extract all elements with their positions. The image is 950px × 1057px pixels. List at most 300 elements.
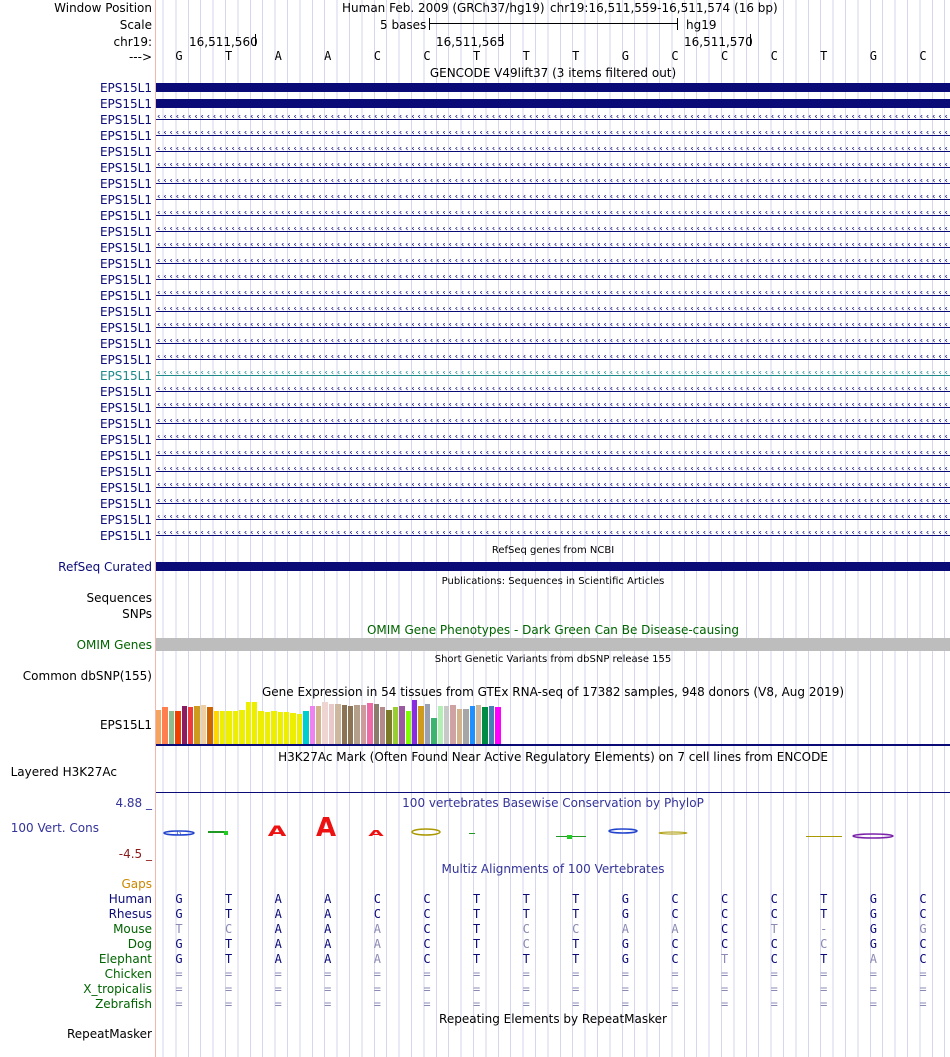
omim-track-title: OMIM Gene Phenotypes - Dark Green Can Be Disease-causing: [366, 623, 740, 637]
gtex-tissue-bar[interactable]: [450, 705, 455, 744]
gencode-transcript-label[interactable]: EPS15L1: [99, 209, 152, 223]
aligned-base: T: [572, 907, 580, 921]
strand-arrows: ‹ ‹ ‹ ‹ ‹ ‹ ‹ ‹ ‹ ‹ ‹ ‹ ‹ ‹ ‹ ‹ ‹ ‹ ‹ ‹ ‹ ‹ ‹ ‹ ‹ ‹ ‹ ‹ ‹ ‹ ‹ ‹ ‹ ‹ ‹ ‹ ‹ ‹ ‹ ‹ ‹ ‹ ‹ ‹ ‹ ‹ ‹ ‹ ‹ ‹ ‹ ‹ ‹ ‹ ‹ ‹ ‹ ‹ ‹ ‹ ‹ ‹ ‹ ‹ ‹ ‹ ‹ ‹ ‹ ‹ ‹ ‹ ‹ ‹ ‹ ‹ ‹ ‹ ‹ ‹ ‹ ‹ ‹ ‹ ‹ ‹ ‹ ‹ ‹ ‹ ‹ ‹ ‹ ‹ ‹ ‹ ‹ ‹ ‹ ‹ ‹ ‹ ‹ ‹ ‹ ‹ ‹ ‹ ‹ ‹ ‹ ‹ ‹ ‹ ‹ ‹ ‹ ‹ ‹ ‹ ‹ ‹ ‹ ‹ ‹ ‹ ‹ ‹: [157, 467, 948, 474]
gencode-transcript-label[interactable]: EPS15L1: [99, 353, 152, 367]
gtex-tissue-bar[interactable]: [239, 710, 244, 744]
reference-base: T: [572, 49, 580, 63]
aligned-base: =: [572, 967, 580, 981]
gtex-tissue-bar[interactable]: [354, 705, 359, 744]
aligned-base: T: [522, 952, 530, 966]
aligned-base: =: [770, 997, 778, 1011]
aligned-base: =: [671, 982, 679, 996]
aligned-base: G: [621, 907, 629, 921]
gencode-transcript-label[interactable]: EPS15L1: [99, 241, 152, 255]
scale-text: 5 bases: [380, 18, 427, 32]
gtex-tissue-bar[interactable]: [463, 709, 468, 744]
aligned-base: =: [671, 997, 679, 1011]
reference-base: T: [472, 49, 481, 63]
cons-mark-t: [556, 835, 586, 839]
gencode-transcript-label[interactable]: EPS15L1: [99, 113, 152, 127]
gtex-tissue-bar[interactable]: [169, 711, 174, 744]
gtex-track-title: Gene Expression in 54 tissues from GTEx RNA-seq of 17382 samples, 948 donors (V8, Aug 2019): [261, 685, 845, 699]
species-label[interactable]: X_tropicalis: [83, 982, 152, 996]
aligned-base: C: [720, 922, 729, 936]
gtex-tissue-bar[interactable]: [367, 703, 372, 744]
aligned-base: =: [869, 997, 877, 1011]
gencode-transcript-label[interactable]: EPS15L1: [99, 417, 152, 431]
ruler-tick-label: 16,511,570: [684, 35, 753, 49]
aligned-base: =: [770, 967, 778, 981]
gtex-tissue-bar[interactable]: [207, 707, 212, 744]
aligned-base: =: [224, 997, 233, 1011]
cons-max-label: 4.88 _: [115, 796, 152, 810]
ruler-tick-label: 16,511,565: [436, 35, 505, 49]
aligned-base: =: [522, 967, 530, 981]
strand-arrows: ‹ ‹ ‹ ‹ ‹ ‹ ‹ ‹ ‹ ‹ ‹ ‹ ‹ ‹ ‹ ‹ ‹ ‹ ‹ ‹ ‹ ‹ ‹ ‹ ‹ ‹ ‹ ‹ ‹ ‹ ‹ ‹ ‹ ‹ ‹ ‹ ‹ ‹ ‹ ‹ ‹ ‹ ‹ ‹ ‹ ‹ ‹ ‹ ‹ ‹ ‹ ‹ ‹ ‹ ‹ ‹ ‹ ‹ ‹ ‹ ‹ ‹ ‹ ‹ ‹ ‹ ‹ ‹ ‹ ‹ ‹ ‹ ‹ ‹ ‹ ‹ ‹ ‹ ‹ ‹ ‹ ‹ ‹ ‹ ‹ ‹ ‹ ‹ ‹ ‹ ‹ ‹ ‹ ‹ ‹ ‹ ‹ ‹ ‹ ‹ ‹ ‹ ‹ ‹ ‹ ‹ ‹ ‹ ‹ ‹ ‹ ‹ ‹ ‹ ‹ ‹ ‹ ‹ ‹ ‹ ‹ ‹ ‹ ‹ ‹ ‹ ‹ ‹: [157, 131, 948, 138]
aligned-base: C: [820, 937, 828, 951]
aligned-base: T: [770, 922, 778, 936]
species-label[interactable]: Rhesus: [108, 907, 152, 921]
gencode-transcript-label[interactable]: EPS15L1: [99, 385, 152, 399]
strand-arrows: ‹ ‹ ‹ ‹ ‹ ‹ ‹ ‹ ‹ ‹ ‹ ‹ ‹ ‹ ‹ ‹ ‹ ‹ ‹ ‹ ‹ ‹ ‹ ‹ ‹ ‹ ‹ ‹ ‹ ‹ ‹ ‹ ‹ ‹ ‹ ‹ ‹ ‹ ‹ ‹ ‹ ‹ ‹ ‹ ‹ ‹ ‹ ‹ ‹ ‹ ‹ ‹ ‹ ‹ ‹ ‹ ‹ ‹ ‹ ‹ ‹ ‹ ‹ ‹ ‹ ‹ ‹ ‹ ‹ ‹ ‹ ‹ ‹ ‹ ‹ ‹ ‹ ‹ ‹ ‹ ‹ ‹ ‹ ‹ ‹ ‹ ‹ ‹ ‹ ‹ ‹ ‹ ‹ ‹ ‹ ‹ ‹ ‹ ‹ ‹ ‹ ‹ ‹ ‹ ‹ ‹ ‹ ‹ ‹ ‹ ‹ ‹ ‹ ‹ ‹ ‹ ‹ ‹ ‹ ‹ ‹ ‹ ‹ ‹ ‹ ‹ ‹ ‹: [157, 147, 948, 154]
aligned-base: =: [522, 997, 530, 1011]
h3k27ac-track-label[interactable]: Layered H3K27Ac: [10, 765, 117, 779]
strand-arrows: ‹ ‹ ‹ ‹ ‹ ‹ ‹ ‹ ‹ ‹ ‹ ‹ ‹ ‹ ‹ ‹ ‹ ‹ ‹ ‹ ‹ ‹ ‹ ‹ ‹ ‹ ‹ ‹ ‹ ‹ ‹ ‹ ‹ ‹ ‹ ‹ ‹ ‹ ‹ ‹ ‹ ‹ ‹ ‹ ‹ ‹ ‹ ‹ ‹ ‹ ‹ ‹ ‹ ‹ ‹ ‹ ‹ ‹ ‹ ‹ ‹ ‹ ‹ ‹ ‹ ‹ ‹ ‹ ‹ ‹ ‹ ‹ ‹ ‹ ‹ ‹ ‹ ‹ ‹ ‹ ‹ ‹ ‹ ‹ ‹ ‹ ‹ ‹ ‹ ‹ ‹ ‹ ‹ ‹ ‹ ‹ ‹ ‹ ‹ ‹ ‹ ‹ ‹ ‹ ‹ ‹ ‹ ‹ ‹ ‹ ‹ ‹ ‹ ‹ ‹ ‹ ‹ ‹ ‹ ‹ ‹ ‹ ‹ ‹ ‹ ‹ ‹ ‹: [157, 195, 948, 202]
aligned-base: G: [621, 892, 629, 906]
aligned-base: C: [373, 907, 381, 921]
gtex-tissue-bar[interactable]: [412, 700, 417, 744]
strand-arrows: ‹ ‹ ‹ ‹ ‹ ‹ ‹ ‹ ‹ ‹ ‹ ‹ ‹ ‹ ‹ ‹ ‹ ‹ ‹ ‹ ‹ ‹ ‹ ‹ ‹ ‹ ‹ ‹ ‹ ‹ ‹ ‹ ‹ ‹ ‹ ‹ ‹ ‹ ‹ ‹ ‹ ‹ ‹ ‹ ‹ ‹ ‹ ‹ ‹ ‹ ‹ ‹ ‹ ‹ ‹ ‹ ‹ ‹ ‹ ‹ ‹ ‹ ‹ ‹ ‹ ‹ ‹ ‹ ‹ ‹ ‹ ‹ ‹ ‹ ‹ ‹ ‹ ‹ ‹ ‹ ‹ ‹ ‹ ‹ ‹ ‹ ‹ ‹ ‹ ‹ ‹ ‹ ‹ ‹ ‹ ‹ ‹ ‹ ‹ ‹ ‹ ‹ ‹ ‹ ‹ ‹ ‹ ‹ ‹ ‹ ‹ ‹ ‹ ‹ ‹ ‹ ‹ ‹ ‹ ‹ ‹ ‹ ‹ ‹ ‹ ‹ ‹ ‹: [157, 435, 948, 442]
track-data-area[interactable]: [156, 0, 950, 1057]
gencode-transcript-label[interactable]: EPS15L1: [99, 177, 152, 191]
strand-arrows: ‹ ‹ ‹ ‹ ‹ ‹ ‹ ‹ ‹ ‹ ‹ ‹ ‹ ‹ ‹ ‹ ‹ ‹ ‹ ‹ ‹ ‹ ‹ ‹ ‹ ‹ ‹ ‹ ‹ ‹ ‹ ‹ ‹ ‹ ‹ ‹ ‹ ‹ ‹ ‹ ‹ ‹ ‹ ‹ ‹ ‹ ‹ ‹ ‹ ‹ ‹ ‹ ‹ ‹ ‹ ‹ ‹ ‹ ‹ ‹ ‹ ‹ ‹ ‹ ‹ ‹ ‹ ‹ ‹ ‹ ‹ ‹ ‹ ‹ ‹ ‹ ‹ ‹ ‹ ‹ ‹ ‹ ‹ ‹ ‹ ‹ ‹ ‹ ‹ ‹ ‹ ‹ ‹ ‹ ‹ ‹ ‹ ‹ ‹ ‹ ‹ ‹ ‹ ‹ ‹ ‹ ‹ ‹ ‹ ‹ ‹ ‹ ‹ ‹ ‹ ‹ ‹ ‹ ‹ ‹ ‹ ‹ ‹ ‹ ‹ ‹ ‹ ‹: [157, 163, 948, 170]
gtex-tissue-bar[interactable]: [258, 711, 263, 744]
dbsnp-track-title: Short Genetic Variants from dbSNP release 155: [434, 654, 672, 665]
aligned-base: =: [869, 967, 877, 981]
h3k27ac-divider: [156, 792, 950, 793]
aligned-base: C: [720, 892, 729, 906]
aligned-base: G: [869, 907, 877, 921]
aligned-base: -: [820, 922, 828, 936]
strand-arrows: ‹ ‹ ‹ ‹ ‹ ‹ ‹ ‹ ‹ ‹ ‹ ‹ ‹ ‹ ‹ ‹ ‹ ‹ ‹ ‹ ‹ ‹ ‹ ‹ ‹ ‹ ‹ ‹ ‹ ‹ ‹ ‹ ‹ ‹ ‹ ‹ ‹ ‹ ‹ ‹ ‹ ‹ ‹ ‹ ‹ ‹ ‹ ‹ ‹ ‹ ‹ ‹ ‹ ‹ ‹ ‹ ‹ ‹ ‹ ‹ ‹ ‹ ‹ ‹ ‹ ‹ ‹ ‹ ‹ ‹ ‹ ‹ ‹ ‹ ‹ ‹ ‹ ‹ ‹ ‹ ‹ ‹ ‹ ‹ ‹ ‹ ‹ ‹ ‹ ‹ ‹ ‹ ‹ ‹ ‹ ‹ ‹ ‹ ‹ ‹ ‹ ‹ ‹ ‹ ‹ ‹ ‹ ‹ ‹ ‹ ‹ ‹ ‹ ‹ ‹ ‹ ‹ ‹ ‹ ‹ ‹ ‹ ‹ ‹ ‹ ‹ ‹ ‹: [157, 259, 948, 266]
aligned-base: T: [820, 892, 828, 906]
multiz-track-title: Multiz Alignments of 100 Vertebrates: [441, 862, 665, 876]
aligned-base: C: [572, 922, 580, 936]
aligned-base: A: [671, 922, 679, 936]
aligned-base: =: [423, 982, 431, 996]
gtex-tissue-bar[interactable]: [489, 706, 494, 744]
aligned-base: =: [274, 982, 282, 996]
strand-arrows: ‹ ‹ ‹ ‹ ‹ ‹ ‹ ‹ ‹ ‹ ‹ ‹ ‹ ‹ ‹ ‹ ‹ ‹ ‹ ‹ ‹ ‹ ‹ ‹ ‹ ‹ ‹ ‹ ‹ ‹ ‹ ‹ ‹ ‹ ‹ ‹ ‹ ‹ ‹ ‹ ‹ ‹ ‹ ‹ ‹ ‹ ‹ ‹ ‹ ‹ ‹ ‹ ‹ ‹ ‹ ‹ ‹ ‹ ‹ ‹ ‹ ‹ ‹ ‹ ‹ ‹ ‹ ‹ ‹ ‹ ‹ ‹ ‹ ‹ ‹ ‹ ‹ ‹ ‹ ‹ ‹ ‹ ‹ ‹ ‹ ‹ ‹ ‹ ‹ ‹ ‹ ‹ ‹ ‹ ‹ ‹ ‹ ‹ ‹ ‹ ‹ ‹ ‹ ‹ ‹ ‹ ‹ ‹ ‹ ‹ ‹ ‹ ‹ ‹ ‹ ‹ ‹ ‹ ‹ ‹ ‹ ‹ ‹ ‹ ‹ ‹ ‹ ‹: [157, 403, 948, 410]
gencode-transcript-label[interactable]: EPS15L1: [99, 257, 152, 271]
aligned-base: G: [919, 922, 927, 936]
aligned-base: T: [472, 892, 481, 906]
aligned-base: G: [621, 937, 629, 951]
aligned-base: G: [175, 892, 183, 906]
aligned-base: =: [720, 982, 729, 996]
aligned-base: C: [423, 922, 431, 936]
aligned-base: =: [224, 967, 233, 981]
reference-base: T: [224, 49, 233, 63]
aligned-base: =: [919, 982, 927, 996]
aligned-base: C: [373, 892, 381, 906]
aligned-base: A: [373, 937, 381, 951]
gtex-tissue-bar[interactable]: [297, 714, 302, 744]
gtex-tissue-bar[interactable]: [278, 712, 283, 744]
gencode-transcript-label[interactable]: EPS15L1: [99, 273, 152, 287]
gencode-transcript-label[interactable]: EPS15L1: [99, 497, 152, 511]
gtex-bar-chart[interactable]: [156, 700, 536, 744]
gencode-transcript-label[interactable]: EPS15L1: [99, 161, 152, 175]
aligned-base: C: [522, 922, 530, 936]
cons-mark-c: [806, 836, 842, 837]
gtex-tissue-bar[interactable]: [246, 702, 251, 744]
aligned-base: C: [720, 937, 729, 951]
aligned-base: C: [770, 907, 778, 921]
aligned-base: =: [373, 982, 381, 996]
aligned-base: C: [919, 892, 927, 906]
aligned-base: C: [423, 937, 431, 951]
ruler-tick: [502, 34, 503, 46]
strand-arrows: ‹ ‹ ‹ ‹ ‹ ‹ ‹ ‹ ‹ ‹ ‹ ‹ ‹ ‹ ‹ ‹ ‹ ‹ ‹ ‹ ‹ ‹ ‹ ‹ ‹ ‹ ‹ ‹ ‹ ‹ ‹ ‹ ‹ ‹ ‹ ‹ ‹ ‹ ‹ ‹ ‹ ‹ ‹ ‹ ‹ ‹ ‹ ‹ ‹ ‹ ‹ ‹ ‹ ‹ ‹ ‹ ‹ ‹ ‹ ‹ ‹ ‹ ‹ ‹ ‹ ‹ ‹ ‹ ‹ ‹ ‹ ‹ ‹ ‹ ‹ ‹ ‹ ‹ ‹ ‹ ‹ ‹ ‹ ‹ ‹ ‹ ‹ ‹ ‹ ‹ ‹ ‹ ‹ ‹ ‹ ‹ ‹ ‹ ‹ ‹ ‹ ‹ ‹ ‹ ‹ ‹ ‹ ‹ ‹ ‹ ‹ ‹ ‹ ‹ ‹ ‹ ‹ ‹ ‹ ‹ ‹ ‹ ‹ ‹ ‹ ‹ ‹ ‹: [157, 499, 948, 506]
reference-base: G: [621, 49, 629, 63]
gtex-tissue-bar[interactable]: [329, 704, 334, 744]
aligned-base: C: [919, 937, 927, 951]
h3k27ac-track-title: H3K27Ac Mark (Often Found Near Active Regulatory Elements) on 7 cell lines from ENCODE: [278, 750, 828, 764]
aligned-base: =: [720, 997, 729, 1011]
aligned-base: A: [373, 922, 381, 936]
gtex-baseline: [156, 744, 950, 746]
aligned-base: T: [820, 907, 828, 921]
aligned-base: A: [274, 922, 282, 936]
aligned-base: T: [224, 892, 233, 906]
gtex-tissue-bar[interactable]: [310, 706, 315, 744]
aligned-base: T: [522, 892, 530, 906]
gtex-tissue-bar[interactable]: [482, 707, 487, 744]
aligned-base: C: [770, 937, 778, 951]
reference-base: C: [919, 49, 927, 63]
aligned-base: C: [671, 907, 679, 921]
reference-base: T: [522, 49, 530, 63]
reference-base: C: [770, 49, 778, 63]
gtex-tissue-bar[interactable]: [303, 711, 308, 744]
gtex-tissue-bar[interactable]: [438, 706, 443, 744]
aligned-base: T: [224, 952, 233, 966]
aligned-base: G: [175, 937, 183, 951]
aligned-base: =: [522, 982, 530, 996]
aligned-base: =: [373, 997, 381, 1011]
aligned-base: T: [224, 907, 233, 921]
gencode-transcript-label[interactable]: EPS15L1: [99, 225, 152, 239]
gtex-tissue-bar[interactable]: [335, 704, 340, 744]
aligned-base: G: [621, 952, 629, 966]
gtex-tissue-bar[interactable]: [470, 706, 475, 744]
gtex-tissue-bar[interactable]: [214, 711, 219, 744]
chrom-label: chr19:: [113, 35, 152, 49]
gtex-tissue-bar[interactable]: [457, 709, 462, 744]
gtex-tissue-bar[interactable]: [271, 711, 276, 744]
gtex-tissue-bar[interactable]: [418, 706, 423, 744]
aligned-base: G: [869, 922, 877, 936]
gencode-transcript-label[interactable]: EPS15L1: [99, 337, 152, 351]
aligned-base: =: [472, 982, 481, 996]
cons-mark-g: [609, 829, 637, 833]
aligned-base: =: [472, 967, 481, 981]
aligned-base: =: [621, 967, 629, 981]
conservation-logo[interactable]: [156, 814, 950, 844]
aligned-base: C: [919, 952, 927, 966]
aligned-base: T: [820, 952, 828, 966]
strand-arrows: ‹ ‹ ‹ ‹ ‹ ‹ ‹ ‹ ‹ ‹ ‹ ‹ ‹ ‹ ‹ ‹ ‹ ‹ ‹ ‹ ‹ ‹ ‹ ‹ ‹ ‹ ‹ ‹ ‹ ‹ ‹ ‹ ‹ ‹ ‹ ‹ ‹ ‹ ‹ ‹ ‹ ‹ ‹ ‹ ‹ ‹ ‹ ‹ ‹ ‹ ‹ ‹ ‹ ‹ ‹ ‹ ‹ ‹ ‹ ‹ ‹ ‹ ‹ ‹ ‹ ‹ ‹ ‹ ‹ ‹ ‹ ‹ ‹ ‹ ‹ ‹ ‹ ‹ ‹ ‹ ‹ ‹ ‹ ‹ ‹ ‹ ‹ ‹ ‹ ‹ ‹ ‹ ‹ ‹ ‹ ‹ ‹ ‹ ‹ ‹ ‹ ‹ ‹ ‹ ‹ ‹ ‹ ‹ ‹ ‹ ‹ ‹ ‹ ‹ ‹ ‹ ‹ ‹ ‹ ‹ ‹ ‹ ‹ ‹ ‹ ‹ ‹ ‹: [157, 451, 948, 458]
aligned-base: C: [671, 952, 679, 966]
aligned-base: =: [770, 982, 778, 996]
aligned-base: =: [224, 982, 233, 996]
ruler-tick-label: 16,511,560: [189, 35, 258, 49]
gencode-transcript-label[interactable]: EPS15L1: [99, 145, 152, 159]
gtex-tissue-bar[interactable]: [284, 712, 289, 744]
gtex-tissue-bar[interactable]: [226, 711, 231, 744]
gencode-transcript-label[interactable]: EPS15L1: [99, 513, 152, 527]
aligned-base: C: [224, 922, 233, 936]
species-label[interactable]: Dog: [127, 937, 152, 951]
aligned-base: T: [522, 907, 530, 921]
strand-arrows: ‹ ‹ ‹ ‹ ‹ ‹ ‹ ‹ ‹ ‹ ‹ ‹ ‹ ‹ ‹ ‹ ‹ ‹ ‹ ‹ ‹ ‹ ‹ ‹ ‹ ‹ ‹ ‹ ‹ ‹ ‹ ‹ ‹ ‹ ‹ ‹ ‹ ‹ ‹ ‹ ‹ ‹ ‹ ‹ ‹ ‹ ‹ ‹ ‹ ‹ ‹ ‹ ‹ ‹ ‹ ‹ ‹ ‹ ‹ ‹ ‹ ‹ ‹ ‹ ‹ ‹ ‹ ‹ ‹ ‹ ‹ ‹ ‹ ‹ ‹ ‹ ‹ ‹ ‹ ‹ ‹ ‹ ‹ ‹ ‹ ‹ ‹ ‹ ‹ ‹ ‹ ‹ ‹ ‹ ‹ ‹ ‹ ‹ ‹ ‹ ‹ ‹ ‹ ‹ ‹ ‹ ‹ ‹ ‹ ‹ ‹ ‹ ‹ ‹ ‹ ‹ ‹ ‹ ‹ ‹ ‹ ‹ ‹ ‹ ‹ ‹ ‹ ‹: [157, 419, 948, 426]
aligned-base: =: [423, 967, 431, 981]
reference-base: A: [274, 49, 282, 63]
gtex-tissue-bar[interactable]: [201, 705, 206, 744]
cons-mark-t: [469, 833, 475, 834]
aligned-base: C: [770, 892, 778, 906]
assembly-label: Human Feb. 2009 (GRCh37/hg19): [342, 1, 545, 15]
aligned-base: T: [175, 922, 183, 936]
reference-base: G: [869, 49, 877, 63]
gtex-track-label[interactable]: EPS15L1: [99, 718, 152, 732]
strand-arrows: ‹ ‹ ‹ ‹ ‹ ‹ ‹ ‹ ‹ ‹ ‹ ‹ ‹ ‹ ‹ ‹ ‹ ‹ ‹ ‹ ‹ ‹ ‹ ‹ ‹ ‹ ‹ ‹ ‹ ‹ ‹ ‹ ‹ ‹ ‹ ‹ ‹ ‹ ‹ ‹ ‹ ‹ ‹ ‹ ‹ ‹ ‹ ‹ ‹ ‹ ‹ ‹ ‹ ‹ ‹ ‹ ‹ ‹ ‹ ‹ ‹ ‹ ‹ ‹ ‹ ‹ ‹ ‹ ‹ ‹ ‹ ‹ ‹ ‹ ‹ ‹ ‹ ‹ ‹ ‹ ‹ ‹ ‹ ‹ ‹ ‹ ‹ ‹ ‹ ‹ ‹ ‹ ‹ ‹ ‹ ‹ ‹ ‹ ‹ ‹ ‹ ‹ ‹ ‹ ‹ ‹ ‹ ‹ ‹ ‹ ‹ ‹ ‹ ‹ ‹ ‹ ‹ ‹ ‹ ‹ ‹ ‹ ‹ ‹ ‹ ‹ ‹ ‹: [157, 483, 948, 490]
aligned-base: C: [522, 937, 530, 951]
aligned-base: =: [373, 967, 381, 981]
cons-mark-g: [853, 834, 893, 838]
aligned-base: C: [423, 952, 431, 966]
gtex-tissue-bar[interactable]: [290, 713, 295, 744]
position-label: chr19:16,511,559-16,511,574 (16 bp): [550, 1, 778, 15]
aligned-base: T: [720, 952, 729, 966]
aligned-base: A: [869, 952, 877, 966]
gtex-tissue-bar[interactable]: [476, 705, 481, 744]
reference-base: C: [373, 49, 381, 63]
aligned-base: G: [175, 952, 183, 966]
gencode-transcript-label[interactable]: EPS15L1: [99, 289, 152, 303]
gencode-transcript-label[interactable]: EPS15L1: [99, 529, 152, 543]
cons-track-label[interactable]: 100 Vert. Cons: [10, 821, 99, 835]
strand-arrows: ‹ ‹ ‹ ‹ ‹ ‹ ‹ ‹ ‹ ‹ ‹ ‹ ‹ ‹ ‹ ‹ ‹ ‹ ‹ ‹ ‹ ‹ ‹ ‹ ‹ ‹ ‹ ‹ ‹ ‹ ‹ ‹ ‹ ‹ ‹ ‹ ‹ ‹ ‹ ‹ ‹ ‹ ‹ ‹ ‹ ‹ ‹ ‹ ‹ ‹ ‹ ‹ ‹ ‹ ‹ ‹ ‹ ‹ ‹ ‹ ‹ ‹ ‹ ‹ ‹ ‹ ‹ ‹ ‹ ‹ ‹ ‹ ‹ ‹ ‹ ‹ ‹ ‹ ‹ ‹ ‹ ‹ ‹ ‹ ‹ ‹ ‹ ‹ ‹ ‹ ‹ ‹ ‹ ‹ ‹ ‹ ‹ ‹ ‹ ‹ ‹ ‹ ‹ ‹ ‹ ‹ ‹ ‹ ‹ ‹ ‹ ‹ ‹ ‹ ‹ ‹ ‹ ‹ ‹ ‹ ‹ ‹ ‹ ‹ ‹ ‹ ‹ ‹: [157, 227, 948, 234]
aligned-base: =: [621, 982, 629, 996]
aligned-base: =: [274, 997, 282, 1011]
gtex-tissue-bar[interactable]: [342, 705, 347, 744]
aligned-base: A: [324, 907, 332, 921]
cons-mark-a: A: [267, 822, 287, 840]
dbsnp-track-label[interactable]: Common dbSNP(155): [22, 669, 152, 683]
gtex-tissue-bar[interactable]: [348, 706, 353, 744]
aligned-base: A: [373, 952, 381, 966]
repeatmasker-track-title: Repeating Elements by RepeatMasker: [439, 1012, 667, 1026]
species-label[interactable]: Zebrafish: [95, 997, 152, 1011]
strand-arrows: ‹ ‹ ‹ ‹ ‹ ‹ ‹ ‹ ‹ ‹ ‹ ‹ ‹ ‹ ‹ ‹ ‹ ‹ ‹ ‹ ‹ ‹ ‹ ‹ ‹ ‹ ‹ ‹ ‹ ‹ ‹ ‹ ‹ ‹ ‹ ‹ ‹ ‹ ‹ ‹ ‹ ‹ ‹ ‹ ‹ ‹ ‹ ‹ ‹ ‹ ‹ ‹ ‹ ‹ ‹ ‹ ‹ ‹ ‹ ‹ ‹ ‹ ‹ ‹ ‹ ‹ ‹ ‹ ‹ ‹ ‹ ‹ ‹ ‹ ‹ ‹ ‹ ‹ ‹ ‹ ‹ ‹ ‹ ‹ ‹ ‹ ‹ ‹ ‹ ‹ ‹ ‹ ‹ ‹ ‹ ‹ ‹ ‹ ‹ ‹ ‹ ‹ ‹ ‹ ‹ ‹ ‹ ‹ ‹ ‹ ‹ ‹ ‹ ‹ ‹ ‹ ‹ ‹ ‹ ‹ ‹ ‹ ‹ ‹ ‹ ‹ ‹ ‹: [157, 243, 948, 250]
gencode-transcript-label[interactable]: EPS15L1: [99, 401, 152, 415]
gencode-transcript-exon[interactable]: [156, 99, 950, 108]
species-label[interactable]: Mouse: [113, 922, 152, 936]
gtex-tissue-bar[interactable]: [393, 707, 398, 744]
ruler-tick: [255, 34, 256, 46]
gencode-transcript-label[interactable]: EPS15L1: [99, 481, 152, 495]
gtex-tissue-bar[interactable]: [252, 702, 257, 744]
strand-arrows: ‹ ‹ ‹ ‹ ‹ ‹ ‹ ‹ ‹ ‹ ‹ ‹ ‹ ‹ ‹ ‹ ‹ ‹ ‹ ‹ ‹ ‹ ‹ ‹ ‹ ‹ ‹ ‹ ‹ ‹ ‹ ‹ ‹ ‹ ‹ ‹ ‹ ‹ ‹ ‹ ‹ ‹ ‹ ‹ ‹ ‹ ‹ ‹ ‹ ‹ ‹ ‹ ‹ ‹ ‹ ‹ ‹ ‹ ‹ ‹ ‹ ‹ ‹ ‹ ‹ ‹ ‹ ‹ ‹ ‹ ‹ ‹ ‹ ‹ ‹ ‹ ‹ ‹ ‹ ‹ ‹ ‹ ‹ ‹ ‹ ‹ ‹ ‹ ‹ ‹ ‹ ‹ ‹ ‹ ‹ ‹ ‹ ‹ ‹ ‹ ‹ ‹ ‹ ‹ ‹ ‹ ‹ ‹ ‹ ‹ ‹ ‹ ‹ ‹ ‹ ‹ ‹ ‹ ‹ ‹ ‹ ‹ ‹ ‹ ‹ ‹ ‹ ‹: [157, 307, 948, 314]
gtex-tissue-bar[interactable]: [444, 706, 449, 744]
aligned-base: =: [671, 967, 679, 981]
cons-min-label: -4.5 _: [118, 847, 152, 861]
gencode-transcript-label[interactable]: EPS15L1: [99, 305, 152, 319]
refseq-track-label[interactable]: RefSeq Curated: [58, 560, 152, 574]
aligned-base: =: [175, 967, 183, 981]
aligned-base: =: [869, 982, 877, 996]
aligned-base: A: [274, 892, 282, 906]
aligned-base: C: [919, 907, 927, 921]
aligned-base: T: [572, 892, 580, 906]
gencode-transcript-label[interactable]: EPS15L1: [99, 97, 152, 111]
aligned-base: =: [324, 967, 332, 981]
cons-mark-a: A: [315, 814, 337, 843]
aligned-base: A: [324, 937, 332, 951]
publications-track-label[interactable]: Sequences: [86, 591, 152, 605]
aligned-base: =: [274, 967, 282, 981]
reference-base: C: [671, 49, 679, 63]
strand-arrows: ‹ ‹ ‹ ‹ ‹ ‹ ‹ ‹ ‹ ‹ ‹ ‹ ‹ ‹ ‹ ‹ ‹ ‹ ‹ ‹ ‹ ‹ ‹ ‹ ‹ ‹ ‹ ‹ ‹ ‹ ‹ ‹ ‹ ‹ ‹ ‹ ‹ ‹ ‹ ‹ ‹ ‹ ‹ ‹ ‹ ‹ ‹ ‹ ‹ ‹ ‹ ‹ ‹ ‹ ‹ ‹ ‹ ‹ ‹ ‹ ‹ ‹ ‹ ‹ ‹ ‹ ‹ ‹ ‹ ‹ ‹ ‹ ‹ ‹ ‹ ‹ ‹ ‹ ‹ ‹ ‹ ‹ ‹ ‹ ‹ ‹ ‹ ‹ ‹ ‹ ‹ ‹ ‹ ‹ ‹ ‹ ‹ ‹ ‹ ‹ ‹ ‹ ‹ ‹ ‹ ‹ ‹ ‹ ‹ ‹ ‹ ‹ ‹ ‹ ‹ ‹ ‹ ‹ ‹ ‹ ‹ ‹ ‹ ‹ ‹ ‹ ‹ ‹: [157, 115, 948, 122]
gencode-transcript-label[interactable]: EPS15L1: [99, 321, 152, 335]
strand-arrows: ‹ ‹ ‹ ‹ ‹ ‹ ‹ ‹ ‹ ‹ ‹ ‹ ‹ ‹ ‹ ‹ ‹ ‹ ‹ ‹ ‹ ‹ ‹ ‹ ‹ ‹ ‹ ‹ ‹ ‹ ‹ ‹ ‹ ‹ ‹ ‹ ‹ ‹ ‹ ‹ ‹ ‹ ‹ ‹ ‹ ‹ ‹ ‹ ‹ ‹ ‹ ‹ ‹ ‹ ‹ ‹ ‹ ‹ ‹ ‹ ‹ ‹ ‹ ‹ ‹ ‹ ‹ ‹ ‹ ‹ ‹ ‹ ‹ ‹ ‹ ‹ ‹ ‹ ‹ ‹ ‹ ‹ ‹ ‹ ‹ ‹ ‹ ‹ ‹ ‹ ‹ ‹ ‹ ‹ ‹ ‹ ‹ ‹ ‹ ‹ ‹ ‹ ‹ ‹ ‹ ‹ ‹ ‹ ‹ ‹ ‹ ‹ ‹ ‹ ‹ ‹ ‹ ‹ ‹ ‹ ‹ ‹ ‹ ‹ ‹ ‹ ‹ ‹: [157, 515, 948, 522]
aligned-base: T: [472, 907, 481, 921]
aligned-base: C: [423, 892, 431, 906]
species-label[interactable]: Elephant: [98, 952, 152, 966]
aligned-base: C: [671, 937, 679, 951]
window-position-label: Window Position: [54, 1, 152, 15]
track-label-column: [0, 0, 155, 1057]
gencode-transcript-label[interactable]: EPS15L1: [99, 81, 152, 95]
aligned-base: =: [820, 997, 828, 1011]
aligned-base: =: [324, 997, 332, 1011]
gtex-tissue-bar[interactable]: [194, 706, 199, 744]
gtex-tissue-bar[interactable]: [322, 702, 327, 744]
repeatmasker-track-label[interactable]: RepeatMasker: [66, 1027, 152, 1041]
scale-label: Scale: [119, 18, 152, 32]
reference-base: T: [820, 49, 828, 63]
refseq-track-title: RefSeq genes from NCBI: [491, 545, 615, 556]
gtex-tissue-bar[interactable]: [386, 710, 391, 744]
refseq-gene-bar[interactable]: [156, 562, 950, 571]
aligned-base: =: [919, 997, 927, 1011]
aligned-base: A: [324, 892, 332, 906]
gtex-tissue-bar[interactable]: [182, 706, 187, 744]
aligned-base: A: [621, 922, 629, 936]
species-label[interactable]: Chicken: [104, 967, 152, 981]
aligned-base: =: [919, 967, 927, 981]
gaps-label: Gaps: [121, 877, 152, 891]
gtex-tissue-bar[interactable]: [495, 707, 500, 744]
strand-arrows: ‹ ‹ ‹ ‹ ‹ ‹ ‹ ‹ ‹ ‹ ‹ ‹ ‹ ‹ ‹ ‹ ‹ ‹ ‹ ‹ ‹ ‹ ‹ ‹ ‹ ‹ ‹ ‹ ‹ ‹ ‹ ‹ ‹ ‹ ‹ ‹ ‹ ‹ ‹ ‹ ‹ ‹ ‹ ‹ ‹ ‹ ‹ ‹ ‹ ‹ ‹ ‹ ‹ ‹ ‹ ‹ ‹ ‹ ‹ ‹ ‹ ‹ ‹ ‹ ‹ ‹ ‹ ‹ ‹ ‹ ‹ ‹ ‹ ‹ ‹ ‹ ‹ ‹ ‹ ‹ ‹ ‹ ‹ ‹ ‹ ‹ ‹ ‹ ‹ ‹ ‹ ‹ ‹ ‹ ‹ ‹ ‹ ‹ ‹ ‹ ‹ ‹ ‹ ‹ ‹ ‹ ‹ ‹ ‹ ‹ ‹ ‹ ‹ ‹ ‹ ‹ ‹ ‹ ‹ ‹ ‹ ‹ ‹ ‹ ‹ ‹ ‹ ‹: [157, 339, 948, 346]
gtex-tissue-bar[interactable]: [265, 712, 270, 744]
gencode-transcript-label[interactable]: EPS15L1: [99, 433, 152, 447]
gtex-tissue-bar[interactable]: [156, 710, 161, 744]
aligned-base: T: [572, 937, 580, 951]
aligned-base: T: [572, 952, 580, 966]
aligned-base: C: [770, 952, 778, 966]
cons-mark-a: A: [368, 828, 384, 839]
aligned-base: =: [820, 967, 828, 981]
omim-feature-bar[interactable]: [156, 638, 950, 651]
aligned-base: C: [423, 907, 431, 921]
gencode-transcript-label[interactable]: EPS15L1: [99, 449, 152, 463]
gtex-tissue-bar[interactable]: [425, 704, 430, 744]
gtex-tissue-bar[interactable]: [175, 711, 180, 744]
gtex-tissue-bar[interactable]: [406, 711, 411, 744]
cons-mark-g: [164, 830, 194, 837]
svg-text:G: G: [176, 830, 182, 837]
db-label: hg19: [686, 18, 717, 32]
gencode-transcript-label[interactable]: EPS15L1: [99, 465, 152, 479]
reference-base: C: [720, 49, 729, 63]
aligned-base: =: [324, 982, 332, 996]
gtex-tissue-bar[interactable]: [361, 705, 366, 744]
strand-arrows: ‹ ‹ ‹ ‹ ‹ ‹ ‹ ‹ ‹ ‹ ‹ ‹ ‹ ‹ ‹ ‹ ‹ ‹ ‹ ‹ ‹ ‹ ‹ ‹ ‹ ‹ ‹ ‹ ‹ ‹ ‹ ‹ ‹ ‹ ‹ ‹ ‹ ‹ ‹ ‹ ‹ ‹ ‹ ‹ ‹ ‹ ‹ ‹ ‹ ‹ ‹ ‹ ‹ ‹ ‹ ‹ ‹ ‹ ‹ ‹ ‹ ‹ ‹ ‹ ‹ ‹ ‹ ‹ ‹ ‹ ‹ ‹ ‹ ‹ ‹ ‹ ‹ ‹ ‹ ‹ ‹ ‹ ‹ ‹ ‹ ‹ ‹ ‹ ‹ ‹ ‹ ‹ ‹ ‹ ‹ ‹ ‹ ‹ ‹ ‹ ‹ ‹ ‹ ‹ ‹ ‹ ‹ ‹ ‹ ‹ ‹ ‹ ‹ ‹ ‹ ‹ ‹ ‹ ‹ ‹ ‹ ‹ ‹ ‹ ‹ ‹ ‹ ‹: [157, 355, 948, 362]
snps-track-label[interactable]: SNPs: [122, 607, 152, 621]
aligned-base: G: [869, 937, 877, 951]
gencode-transcript-label[interactable]: EPS15L1: [99, 193, 152, 207]
gtex-tissue-bar[interactable]: [431, 718, 436, 744]
ruler-tick: [750, 34, 751, 46]
cons-mark-t: [208, 831, 228, 835]
species-label[interactable]: Human: [108, 892, 152, 906]
gtex-tissue-bar[interactable]: [220, 711, 225, 744]
aligned-base: T: [224, 937, 233, 951]
omim-track-label[interactable]: OMIM Genes: [76, 638, 152, 652]
aligned-base: T: [472, 952, 481, 966]
aligned-base: T: [472, 937, 481, 951]
aligned-base: A: [274, 952, 282, 966]
strand-arrows: ‹ ‹ ‹ ‹ ‹ ‹ ‹ ‹ ‹ ‹ ‹ ‹ ‹ ‹ ‹ ‹ ‹ ‹ ‹ ‹ ‹ ‹ ‹ ‹ ‹ ‹ ‹ ‹ ‹ ‹ ‹ ‹ ‹ ‹ ‹ ‹ ‹ ‹ ‹ ‹ ‹ ‹ ‹ ‹ ‹ ‹ ‹ ‹ ‹ ‹ ‹ ‹ ‹ ‹ ‹ ‹ ‹ ‹ ‹ ‹ ‹ ‹ ‹ ‹ ‹ ‹ ‹ ‹ ‹ ‹ ‹ ‹ ‹ ‹ ‹ ‹ ‹ ‹ ‹ ‹ ‹ ‹ ‹ ‹ ‹ ‹ ‹ ‹ ‹ ‹ ‹ ‹ ‹ ‹ ‹ ‹ ‹ ‹ ‹ ‹ ‹ ‹ ‹ ‹ ‹ ‹ ‹ ‹ ‹ ‹ ‹ ‹ ‹ ‹ ‹ ‹ ‹ ‹ ‹ ‹ ‹ ‹ ‹ ‹ ‹ ‹ ‹ ‹: [157, 291, 948, 298]
gtex-tissue-bar[interactable]: [316, 706, 321, 744]
gtex-tissue-bar[interactable]: [399, 706, 404, 744]
gtex-tissue-bar[interactable]: [162, 707, 167, 744]
aligned-base: =: [423, 997, 431, 1011]
reference-base: A: [324, 49, 332, 63]
aligned-base: C: [720, 907, 729, 921]
aligned-base: A: [324, 952, 332, 966]
gtex-tissue-bar[interactable]: [233, 711, 238, 744]
aligned-base: =: [572, 982, 580, 996]
gencode-transcript-exon[interactable]: [156, 83, 950, 92]
aligned-base: =: [572, 997, 580, 1011]
gtex-tissue-bar[interactable]: [374, 704, 379, 744]
gtex-tissue-bar[interactable]: [188, 707, 193, 744]
aligned-base: G: [869, 892, 877, 906]
gencode-transcript-label[interactable]: EPS15L1: [99, 129, 152, 143]
gencode-transcript-label[interactable]: EPS15L1: [99, 369, 152, 383]
strand-arrows: ‹ ‹ ‹ ‹ ‹ ‹ ‹ ‹ ‹ ‹ ‹ ‹ ‹ ‹ ‹ ‹ ‹ ‹ ‹ ‹ ‹ ‹ ‹ ‹ ‹ ‹ ‹ ‹ ‹ ‹ ‹ ‹ ‹ ‹ ‹ ‹ ‹ ‹ ‹ ‹ ‹ ‹ ‹ ‹ ‹ ‹ ‹ ‹ ‹ ‹ ‹ ‹ ‹ ‹ ‹ ‹ ‹ ‹ ‹ ‹ ‹ ‹ ‹ ‹ ‹ ‹ ‹ ‹ ‹ ‹ ‹ ‹ ‹ ‹ ‹ ‹ ‹ ‹ ‹ ‹ ‹ ‹ ‹ ‹ ‹ ‹ ‹ ‹ ‹ ‹ ‹ ‹ ‹ ‹ ‹ ‹ ‹ ‹ ‹ ‹ ‹ ‹ ‹ ‹ ‹ ‹ ‹ ‹ ‹ ‹ ‹ ‹ ‹ ‹ ‹ ‹ ‹ ‹ ‹ ‹ ‹ ‹ ‹ ‹ ‹ ‹ ‹ ‹: [157, 531, 948, 538]
aligned-base: =: [621, 997, 629, 1011]
aligned-base: T: [472, 922, 481, 936]
strand-arrows: ‹ ‹ ‹ ‹ ‹ ‹ ‹ ‹ ‹ ‹ ‹ ‹ ‹ ‹ ‹ ‹ ‹ ‹ ‹ ‹ ‹ ‹ ‹ ‹ ‹ ‹ ‹ ‹ ‹ ‹ ‹ ‹ ‹ ‹ ‹ ‹ ‹ ‹ ‹ ‹ ‹ ‹ ‹ ‹ ‹ ‹ ‹ ‹ ‹ ‹ ‹ ‹ ‹ ‹ ‹ ‹ ‹ ‹ ‹ ‹ ‹ ‹ ‹ ‹ ‹ ‹ ‹ ‹ ‹ ‹ ‹ ‹ ‹ ‹ ‹ ‹ ‹ ‹ ‹ ‹ ‹ ‹ ‹ ‹ ‹ ‹ ‹ ‹ ‹ ‹ ‹ ‹ ‹ ‹ ‹ ‹ ‹ ‹ ‹ ‹ ‹ ‹ ‹ ‹ ‹ ‹ ‹ ‹ ‹ ‹ ‹ ‹ ‹ ‹ ‹ ‹ ‹ ‹ ‹ ‹ ‹ ‹ ‹ ‹ ‹ ‹ ‹ ‹: [157, 387, 948, 394]
gtex-tissue-bar[interactable]: [380, 707, 385, 744]
cons-mark-c: [659, 832, 687, 834]
aligned-base: G: [175, 907, 183, 921]
